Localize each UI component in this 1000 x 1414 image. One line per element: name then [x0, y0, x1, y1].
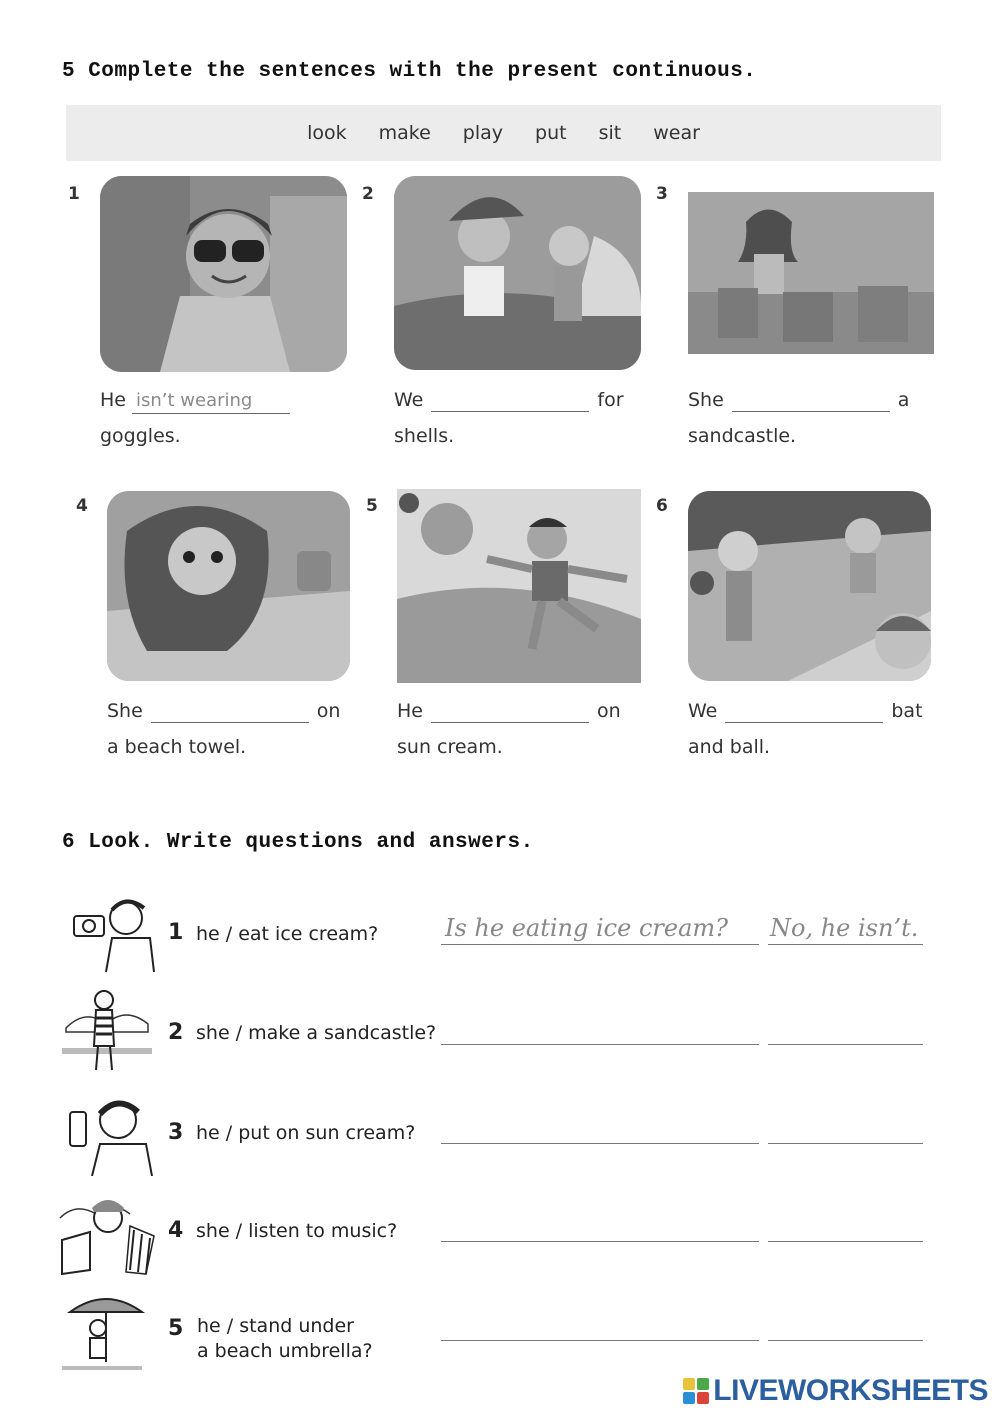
question-field[interactable]	[441, 1044, 759, 1045]
question-prompt-line: a beach umbrella?	[197, 1340, 373, 1362]
sentence-mid: on	[316, 700, 341, 722]
question-row-3	[56, 1096, 936, 1176]
picture-boy-sunglasses	[100, 176, 347, 372]
word-bank-item: look	[307, 122, 347, 144]
sentence-start: She	[107, 700, 143, 722]
question-row-5	[56, 1292, 936, 1376]
word-bank	[66, 105, 941, 161]
question-field[interactable]	[441, 944, 759, 945]
sentence-end: sandcastle.	[688, 425, 797, 447]
question-number: 5	[168, 1316, 184, 1341]
sentence-end: and ball.	[688, 736, 771, 758]
question-prompt-line: he / stand under	[197, 1315, 354, 1337]
word-bank-item: play	[462, 122, 504, 144]
question-row-2	[56, 988, 936, 1068]
sentence-start: We	[688, 700, 718, 722]
sentence-start: He	[397, 700, 423, 722]
question-prompt: she / make a sandcastle?	[196, 1022, 437, 1044]
sentence-mid: on	[596, 700, 621, 722]
sample-answer: No, he isn’t.	[770, 914, 919, 942]
sentence-start: We	[394, 389, 424, 411]
answer-field[interactable]: isn’t wearing	[132, 389, 290, 414]
picture-girl-sandcastle	[688, 192, 934, 354]
question-prompt: he / eat ice cream?	[196, 923, 379, 945]
picture-boy-running	[397, 489, 641, 683]
question-prompt: she / listen to music?	[196, 1220, 398, 1242]
word-bank-item: wear	[653, 122, 700, 144]
word-bank-item: make	[378, 122, 431, 144]
sentence-5	[397, 693, 621, 765]
answer-field[interactable]	[768, 1241, 923, 1242]
girl-reading-icon	[56, 1196, 156, 1276]
answer-field[interactable]	[768, 1044, 923, 1045]
question-prompt	[197, 1314, 373, 1364]
boy-umbrella-icon	[56, 1292, 156, 1372]
question-field[interactable]	[441, 1340, 759, 1341]
sentence-2	[394, 382, 624, 454]
answer-field[interactable]	[431, 698, 589, 723]
answer-field[interactable]	[768, 944, 923, 945]
question-prompt: he / put on sun cream?	[196, 1122, 416, 1144]
sentence-end: goggles.	[100, 425, 181, 447]
answer-field[interactable]	[725, 698, 883, 723]
item-number: 6	[656, 496, 668, 516]
item-number: 2	[362, 184, 374, 204]
sentence-6	[688, 693, 923, 765]
answer-field[interactable]	[768, 1143, 923, 1144]
sentence-end: a beach towel.	[107, 736, 247, 758]
answer-field[interactable]	[768, 1340, 923, 1341]
boy-sun-cream-icon	[56, 1096, 156, 1176]
answer-field[interactable]	[732, 387, 890, 412]
answer-field[interactable]	[151, 698, 309, 723]
picture-girl-towel	[107, 491, 350, 681]
answer-field[interactable]	[431, 387, 589, 412]
girl-swimsuit-icon	[56, 988, 156, 1068]
logo-text: LIVEWORKSHEETS	[713, 1374, 988, 1407]
question-field[interactable]	[441, 1241, 759, 1242]
word-bank-item: sit	[598, 122, 622, 144]
item-number: 5	[366, 496, 378, 516]
question-field[interactable]	[441, 1143, 759, 1144]
question-row-1	[56, 894, 936, 974]
exercise-6-heading: 6 Look. Write questions and answers.	[62, 831, 534, 854]
sentence-1	[100, 382, 296, 454]
sentence-mid: a	[897, 389, 910, 411]
question-number: 3	[168, 1120, 184, 1145]
sentence-start: She	[688, 389, 724, 411]
sentence-start: He	[100, 389, 126, 411]
word-bank-item: put	[535, 122, 567, 144]
sentence-3	[688, 382, 909, 454]
question-number: 2	[168, 1020, 184, 1045]
exercise-5-heading: 5 Complete the sentences with the present continuous.	[62, 60, 757, 83]
sentence-4	[107, 693, 340, 765]
boy-camera-icon	[56, 894, 156, 974]
item-number: 4	[76, 496, 88, 516]
picture-kids-shells	[394, 176, 641, 370]
question-number: 4	[168, 1218, 184, 1243]
question-number: 1	[168, 920, 184, 945]
sentence-mid: for	[597, 389, 624, 411]
liveworksheets-logo	[683, 1374, 988, 1408]
sample-question: Is he eating ice cream?	[445, 914, 728, 942]
sentence-mid: bat	[891, 700, 923, 722]
logo-mark-icon	[683, 1378, 709, 1404]
item-number: 1	[68, 184, 80, 204]
picture-kids-bat-ball	[688, 491, 931, 681]
question-row-4	[56, 1196, 936, 1276]
sentence-end: shells.	[394, 425, 455, 447]
sentence-end: sun cream.	[397, 736, 503, 758]
item-number: 3	[656, 184, 668, 204]
